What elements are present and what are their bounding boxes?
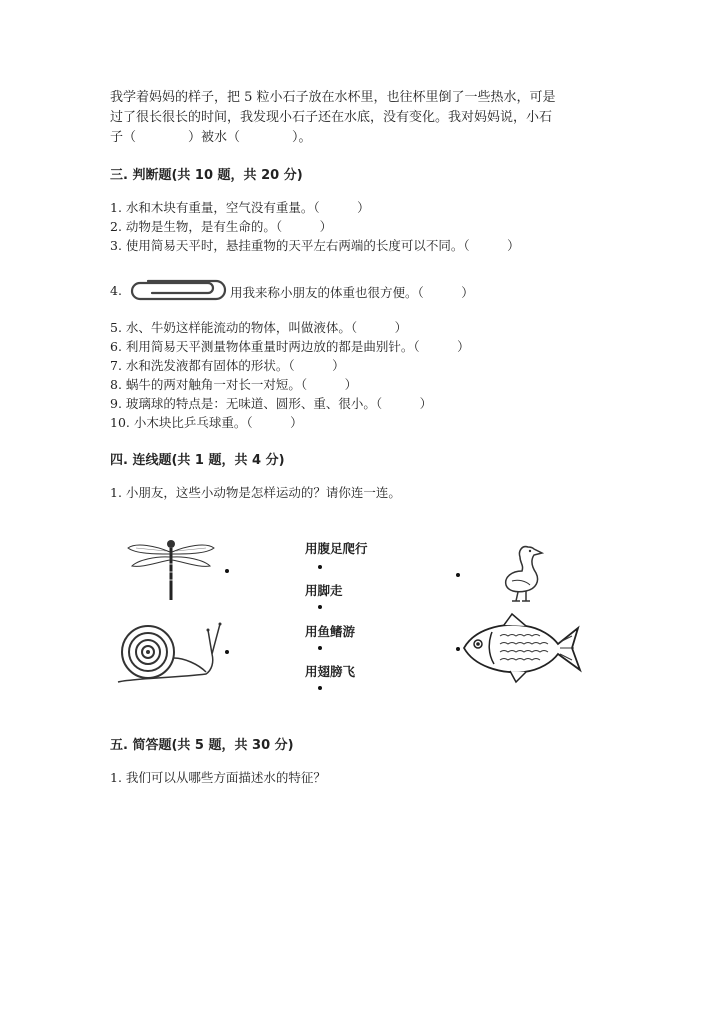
movement-fly: 用翅膀飞	[305, 664, 356, 679]
intro-line-3: 子（ ）被水（ ）。	[110, 130, 312, 145]
fish-icon	[460, 612, 584, 684]
tf-item-4-number: 4.	[110, 283, 122, 298]
section-3-heading: 三. 判断题(共 10 题，共 20 分)	[110, 168, 303, 183]
intro-line-2: 过了很长很长的时间，我发现小石子还在水底，没有变化。我对妈妈说，小石	[110, 110, 553, 125]
movement-swim-dot[interactable]	[318, 646, 322, 650]
tf-item-4-text: 用我来称小朋友的体重也很方便。（ ）	[230, 285, 474, 300]
tf-item-6: 6. 利用简易天平测量物体重量时两边放的都是曲别针。（ ）	[110, 339, 470, 354]
section-4-heading: 四. 连线题(共 1 题，共 4 分)	[110, 453, 285, 468]
tf-item-5: 5. 水、牛奶这样能流动的物体，叫做液体。（ ）	[110, 320, 408, 335]
movement-walk-dot[interactable]	[318, 605, 322, 609]
matching-question: 1. 小朋友，这些小动物是怎样运动的？请你连一连。	[110, 485, 401, 500]
paperclip-icon	[128, 277, 226, 303]
snail-icon	[114, 618, 224, 688]
tf-item-3: 3. 使用简易天平时，悬挂重物的天平左右两端的长度可以不同。（ ）	[110, 238, 520, 253]
duck-icon	[498, 541, 548, 605]
movement-crawl-dot[interactable]	[318, 565, 322, 569]
short-answer-question-1: 1. 我们可以从哪些方面描述水的特征？	[110, 770, 326, 785]
tf-item-2: 2. 动物是生物，是有生命的。（ ）	[110, 219, 333, 234]
intro-line-1: 我学着妈妈的样子，把 5 粒小石子放在水杯里，也往杯里倒了一些热水，可是	[110, 90, 556, 105]
tf-item-9: 9. 玻璃球的特点是：无味道、圆形、重、很小。（ ）	[110, 396, 433, 411]
tf-item-7: 7. 水和洗发液都有固体的形状。（ ）	[110, 358, 345, 373]
duck-dot[interactable]	[456, 573, 460, 577]
movement-fly-dot[interactable]	[318, 686, 322, 690]
movement-crawl: 用腹足爬行	[305, 541, 368, 556]
movement-swim: 用鱼鳍游	[305, 624, 356, 639]
section-5-heading: 五. 简答题(共 5 题，共 30 分)	[110, 738, 294, 753]
tf-item-1: 1. 水和木块有重量，空气没有重量。（ ）	[110, 200, 370, 215]
snail-dot[interactable]	[225, 650, 229, 654]
tf-item-10: 10. 小木块比乒乓球重。（ ）	[110, 415, 303, 430]
dragonfly-dot[interactable]	[225, 569, 229, 573]
movement-walk: 用脚走	[305, 583, 343, 598]
dragonfly-icon	[126, 534, 216, 604]
tf-item-8: 8. 蜗牛的两对触角一对长一对短。（ ）	[110, 377, 358, 392]
